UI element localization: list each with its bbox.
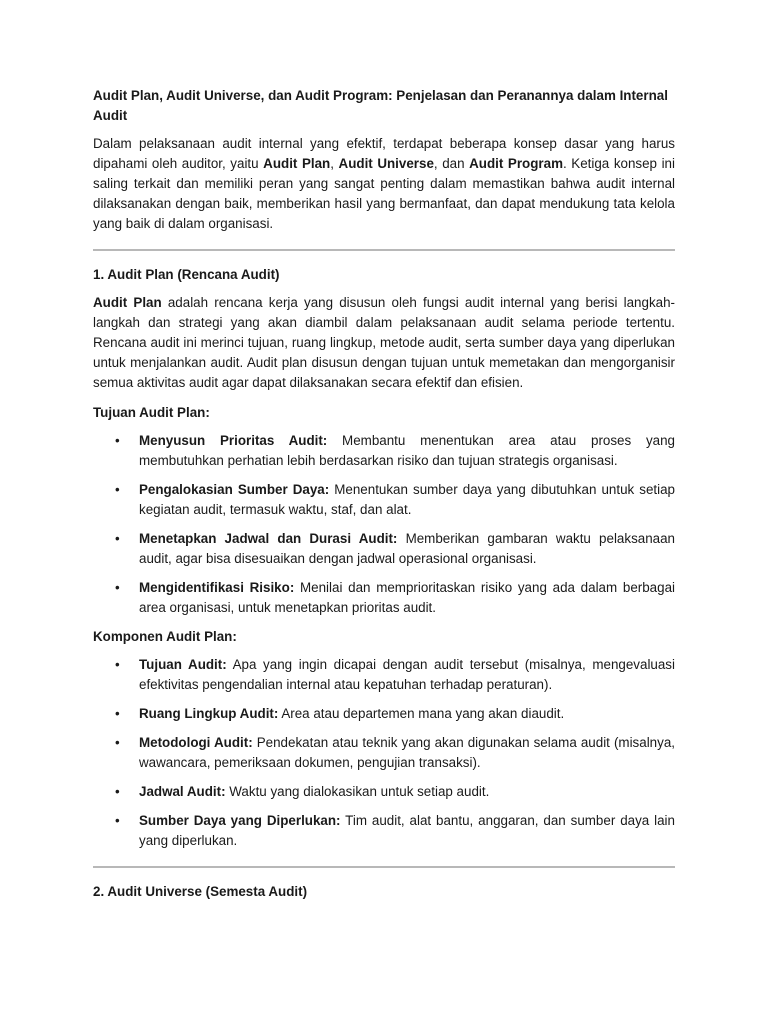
bullet-icon: • <box>115 531 120 546</box>
list-item <box>93 529 675 569</box>
list-item <box>93 704 675 724</box>
list-item-text: Apa yang ingin dicapai dengan audit tersebut (misalnya, mengevaluasi efektivitas pengendalian internal atau kepatuhan terhadap peraturan). <box>139 657 675 692</box>
section-2-heading: 2. Audit Universe (Semesta Audit) <box>93 884 308 899</box>
list-item <box>93 733 675 773</box>
intro-text-2: , <box>330 156 339 171</box>
intro-term-audit-program: Audit Program <box>469 156 563 171</box>
list-item-term: Menetapkan Jadwal dan Durasi Audit: <box>139 531 398 546</box>
list-item <box>93 431 675 471</box>
section-1-text: adalah rencana kerja yang disusun oleh fungsi audit internal yang berisi langkah-langkah dan strategi yang akan diambil dalam pelaksanaan audit selama periode tertentu. Rencana audit ini merinci tujuan, ruang lingkup, metode audit, serta sumber daya yang diperlukan untuk menjalankan audit. Audit plan disusun dengan tujuan untuk memetakan dan mengorganisir semua aktivitas audit agar dapat dilaksanakan secara efektif dan efisien. <box>93 295 675 390</box>
intro-term-audit-plan: Audit Plan <box>263 156 331 171</box>
intro-text-3: , dan <box>433 156 470 171</box>
tujuan-heading: Tujuan Audit Plan: <box>93 405 210 420</box>
list-item-term: Pengalokasian Sumber Daya: <box>139 482 330 497</box>
list-item-text: Tim audit, alat bantu, anggaran, dan sumber daya lain yang diperlukan. <box>139 813 675 848</box>
list-item-text: Memberikan gambaran waktu pelaksanaan audit, agar bisa disesuaikan dengan jadwal operasional organisasi. <box>139 531 675 566</box>
list-item-text: Area atau departemen mana yang akan diaudit. <box>278 706 565 721</box>
section-divider <box>93 249 675 251</box>
bullet-icon: • <box>115 813 120 828</box>
list-item <box>93 480 675 520</box>
list-item-text: Menilai dan memprioritaskan risiko yang ada dalam berbagai area organisasi, untuk menetapkan prioritas audit. <box>139 580 675 615</box>
section-divider <box>93 866 675 868</box>
list-item-text: Pendekatan atau teknik yang akan digunakan selama audit (misalnya, wawancara, pemeriksaan dokumen, pengujian transaksi). <box>139 735 675 770</box>
bullet-icon: • <box>115 482 120 497</box>
komponen-list <box>93 655 675 851</box>
intro-paragraph <box>93 134 675 234</box>
list-item <box>93 655 675 695</box>
list-item <box>93 578 675 618</box>
list-item <box>93 811 675 851</box>
list-item-text: Menentukan sumber daya yang dibutuhkan untuk setiap kegiatan audit, termasuk waktu, staf, dan alat. <box>139 482 675 517</box>
list-item-term: Sumber Daya yang Diperlukan: <box>139 813 341 828</box>
bullet-icon: • <box>115 735 120 750</box>
list-item-term: Mengidentifikasi Risiko: <box>139 580 295 595</box>
bullet-icon: • <box>115 784 120 799</box>
section-1-term: Audit Plan <box>93 295 162 310</box>
intro-term-audit-universe: Audit Universe <box>338 156 434 171</box>
bullet-icon: • <box>115 706 120 721</box>
list-item-term: Menyusun Prioritas Audit: <box>139 433 328 448</box>
list-item <box>93 782 675 802</box>
list-item-text: Membantu menentukan area atau proses yang membutuhkan perhatian lebih berdasarkan risiko dan tujuan strategis organisasi. <box>139 433 676 468</box>
list-item-term: Jadwal Audit: <box>139 784 226 799</box>
intro-text-4: . Ketiga konsep ini saling terkait dan memiliki peran yang sangat penting dalam memastikan bahwa audit internal dilaksanakan dengan baik, memberikan hasil yang bermanfaat, dan dapat mendukung tata kelola yang baik di dalam organisasi. <box>93 156 675 231</box>
bullet-icon: • <box>115 580 120 595</box>
list-item-text: Waktu yang dialokasikan untuk setiap audit. <box>225 784 490 799</box>
bullet-icon: • <box>115 657 120 672</box>
document-title: Audit Plan, Audit Universe, dan Audit Program: Penjelasan dan Peranannya dalam Internal Audit <box>93 88 668 123</box>
list-item-term: Tujuan Audit: <box>139 657 227 672</box>
bullet-icon: • <box>115 433 120 448</box>
list-item-term: Ruang Lingkup Audit: <box>139 706 279 721</box>
intro-text-1: Dalam pelaksanaan audit internal yang efektif, terdapat beberapa konsep dasar yang harus dipahami oleh auditor, yaitu <box>93 136 675 171</box>
tujuan-list <box>93 431 675 618</box>
section-1-paragraph <box>93 293 675 393</box>
section-1-heading: 1. Audit Plan (Rencana Audit) <box>93 267 280 282</box>
komponen-heading: Komponen Audit Plan: <box>93 629 237 644</box>
list-item-term: Metodologi Audit: <box>139 735 253 750</box>
